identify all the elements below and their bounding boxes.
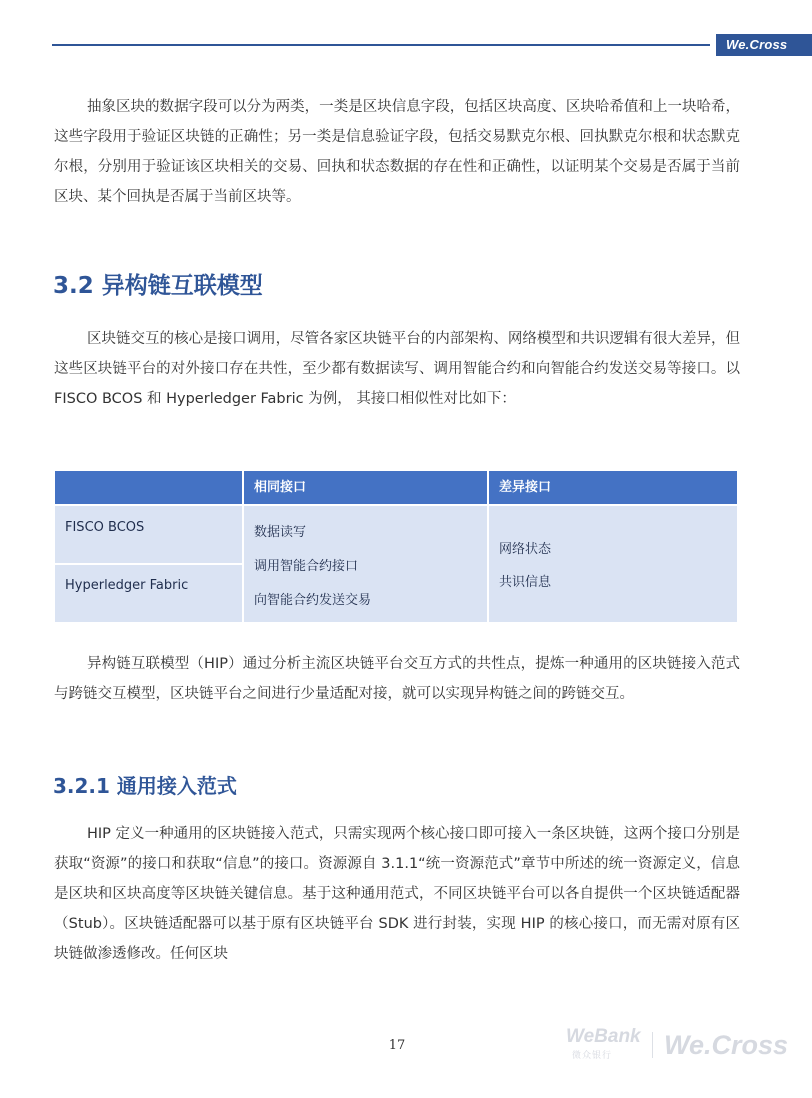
table-header-diff-interfaces: 差异接口 [499, 480, 552, 495]
diff-interface-item: 共识信息 [499, 575, 552, 590]
table-cell-platform [55, 565, 242, 622]
platform-fisco-bcos: FISCO BCOS [65, 520, 145, 535]
wecross-logo: We.Cross [664, 1030, 789, 1060]
webank-logo: WeBank [566, 1026, 641, 1047]
section-heading-3-2: 3.2 异构链互联模型 [53, 273, 263, 299]
interface-comparison-table [55, 471, 737, 622]
section-heading-3-2-1: 3.2.1 通用接入范式 [53, 774, 237, 798]
footer-logos [566, 1026, 796, 1066]
table-cell-platform [55, 506, 242, 563]
footer-divider [652, 1032, 653, 1058]
table-cell-diff-interfaces [489, 506, 737, 622]
same-interface-item: 调用智能合约接口 [254, 559, 359, 574]
page-number: 17 [388, 1038, 406, 1053]
paragraph-hip-model: 异构链互联模型（HIP）通过分析主流区块链平台交互方式的共性点，提炼一种通用的区块链接入范式与跨链交互模型，区块链平台之间进行少量适配对接，就可以实现异构链之间的跨链交互。 [54, 656, 740, 702]
paragraph-interface-commonality: 区块链交互的核心是接口调用，尽管各家区块链平台的内部架构、网络模型和共识逻辑有很大差异，但这些区块链平台的对外接口存在共性，至少都有数据读写、调用智能合约和向智能合约发送交易等接口。以 FISCO BCOS 和 Hyperledger Fabric 为例， 其接口相似性对比如下： [54, 331, 740, 407]
same-interface-item: 数据读写 [254, 525, 307, 540]
table-header-empty [55, 471, 242, 504]
brand-badge: We.Cross [716, 34, 812, 56]
platform-hyperledger-fabric: Hyperledger Fabric [65, 578, 189, 593]
table-cell-same-interfaces [244, 506, 487, 622]
table-body [55, 506, 737, 622]
paragraph-access-paradigm: HIP 定义一种通用的区块链接入范式，只需实现两个核心接口即可接入一条区块链，这两个接口分别是获取“资源”的接口和获取“信息”的接口。资源源自 3.1.1“统一资源范式”章节中所述的统一资源定义，信息是区块和区块高度等区块链关键信息。基于这种通用范式，不同区块链平台可以各自提供一个区块链适配器（Stub）。区块链适配器可以基于原有区块链平台 SDK 进行封装，实现 HIP 的核心接口，而无需对原有区块链做渗透修改。任何区块 [54, 826, 740, 962]
paragraph-abstract-block-fields: 抽象区块的数据字段可以分为两类，一类是区块信息字段，包括区块高度、区块哈希值和上一块哈希，这些字段用于验证区块链的正确性；另一类是信息验证字段，包括交易默克尔根、回执默克尔根和状态默克尔根，分别用于验证该区块相关的交易、回执和状态数据的存在性和正确性，以证明某个交易是否属于当前区块、某个回执是否属于当前区块等。 [54, 99, 740, 205]
table-header-same-interfaces: 相同接口 [254, 480, 307, 495]
header-rule [52, 44, 710, 46]
same-interface-item: 向智能合约发送交易 [254, 593, 372, 608]
table-header-row [55, 471, 737, 504]
webank-logo-subtitle: 微众银行 [572, 1051, 613, 1061]
diff-interface-item: 网络状态 [499, 542, 552, 557]
